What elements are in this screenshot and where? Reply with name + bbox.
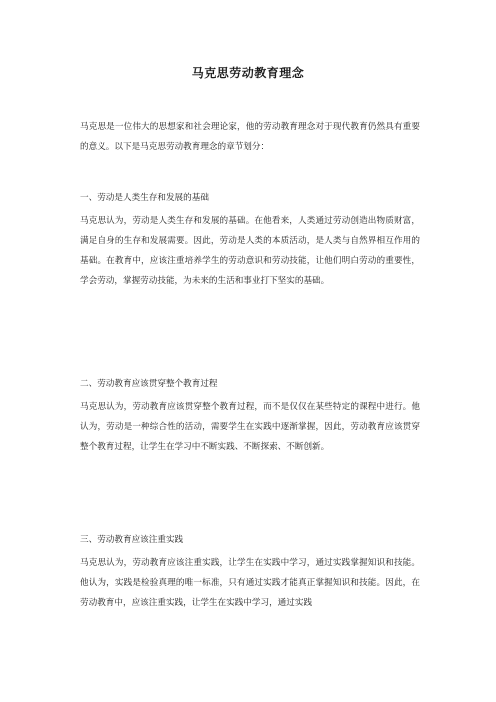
section-3-heading: 三、劳动教育应该注重实践 [80,535,184,545]
section-2-paragraph: 马克思认为，劳动教育应该贯穿整个教育过程，而不是仅仅在某些特定的课程中进行。他认为，劳动是一种综合性的活动，需要学生在实践中逐渐掌握，因此，劳动教育应该贯穿整个教育过程，让学生在学习中不断实践、不断探索、不断创新。 [80,402,420,452]
section-1-heading: 一、劳动是人类生存和发展的基础 [80,193,209,203]
section-2-heading: 二、劳动教育应该贯穿整个教育过程 [80,379,218,389]
section-3-paragraph: 马克思认为，劳动教育应该注重实践，让学生在实践中学习，通过实践掌握知识和技能。他认为，实践是检验真理的唯一标准，只有通过实践才能真正掌握知识和技能。因此，在劳动教育中，应该注重实践，让学生在实践中学习，通过实践 [80,558,420,608]
intro-paragraph: 马克思是一位伟大的思想家和社会理论家，他的劳动教育理念对于现代教育仍然具有重要的意义。以下是马克思劳动教育理念的章节划分： [80,122,420,152]
document-title: 马克思劳动教育理念 [191,66,305,80]
section-1-paragraph: 马克思认为，劳动是人类生存和发展的基础。在他看来，人类通过劳动创造出物质财富，满足自身的生存和发展需要。因此，劳动是人类的本质活动，是人类与自然界相互作用的基础。在教育中，应该注重培养学生的劳动意识和劳动技能，让他们明白劳动的重要性，学会劳动，掌握劳动技能，为未来的生活和事业打下坚实的基础。 [80,216,420,286]
